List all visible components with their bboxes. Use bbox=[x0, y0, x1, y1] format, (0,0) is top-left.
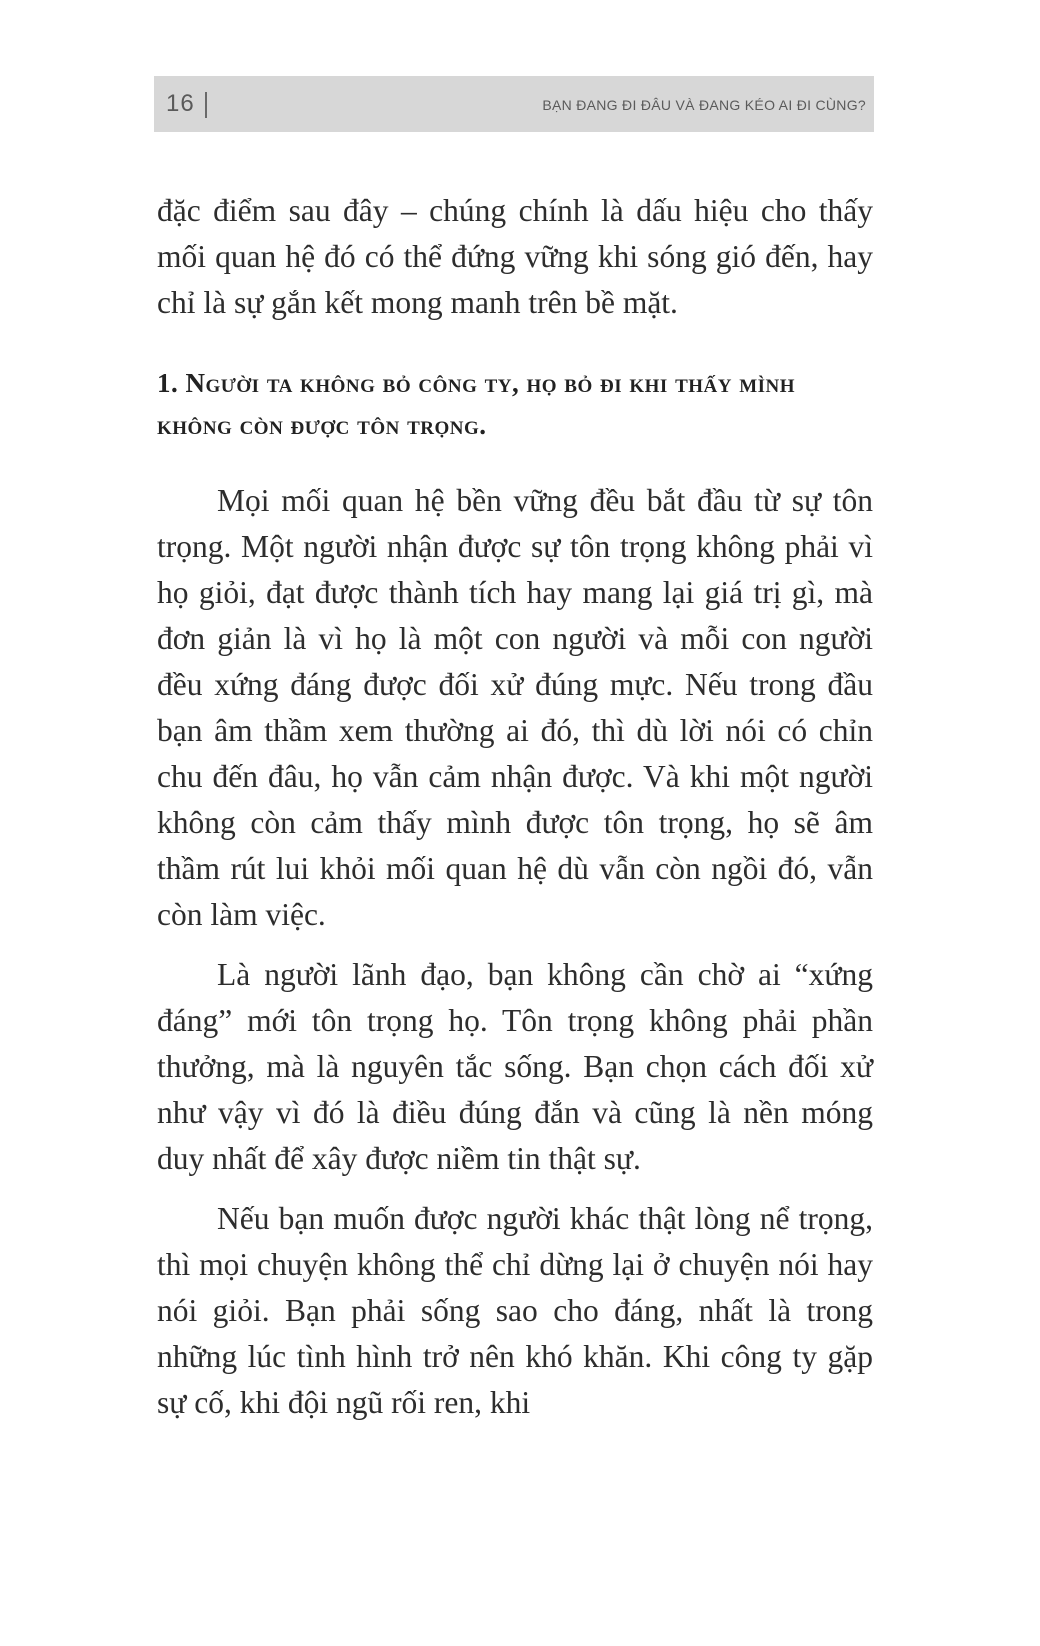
section-heading: 1. Người ta không bỏ công ty, họ bỏ đi khi thấy mình không còn được tôn trọng. bbox=[157, 368, 796, 440]
opening-paragraph: đặc điểm sau đây – chúng chính là dấu hiệu cho thấy mối quan hệ đó có thể đứng vững khi sóng gió đến, hay chỉ là sự gắn kết mong manh trên bề mặt. bbox=[157, 193, 873, 320]
header-divider bbox=[205, 92, 207, 118]
body-paragraph-earn-respect: Nếu bạn muốn được người khác thật lòng nể trọng, thì mọi chuyện không thể chỉ dừng lại ở chuyện nói hay nói giỏi. Bạn phải sống sao cho đáng, nhất là trong những lúc tình hình trở nên khó khăn. Khi công ty gặp sự cố, khi đội ngũ rối ren, khi bbox=[157, 1201, 873, 1420]
body-paragraph-leader: Là người lãnh đạo, bạn không cần chờ ai “xứng đáng” mới tôn trọng họ. Tôn trọng không phải phần thưởng, mà là nguyên tắc sống. Bạn chọn cách đối xử như vậy vì đó là điều đúng đắn và cũng là nền móng duy nhất để xây được niềm tin thật sự. bbox=[157, 957, 873, 1176]
page-number: 16 bbox=[166, 90, 195, 117]
running-title: BẠN ĐANG ĐI ĐÂU VÀ ĐANG KÉO AI ĐI CÙNG? bbox=[542, 97, 866, 113]
body-paragraph-respect: Mọi mối quan hệ bền vững đều bắt đầu từ sự tôn trọng. Một người nhận được sự tôn trọng không phải vì họ giỏi, đạt được thành tích hay mang lại giá trị gì, mà đơn giản là vì họ là một con người và mỗi con người đều xứng đáng được đối xử đúng mực. Nếu trong đầu bạn âm thầm xem thường ai đó, thì dù lời nói có chỉn chu đến đâu, họ vẫn cảm nhận được. Và khi một người không còn cảm thấy mình được tôn trọng, họ sẽ âm thầm rút lui khỏi mối quan hệ dù vẫn còn ngồi đó, vẫn còn làm việc. bbox=[157, 483, 873, 932]
page-body bbox=[157, 188, 873, 1426]
